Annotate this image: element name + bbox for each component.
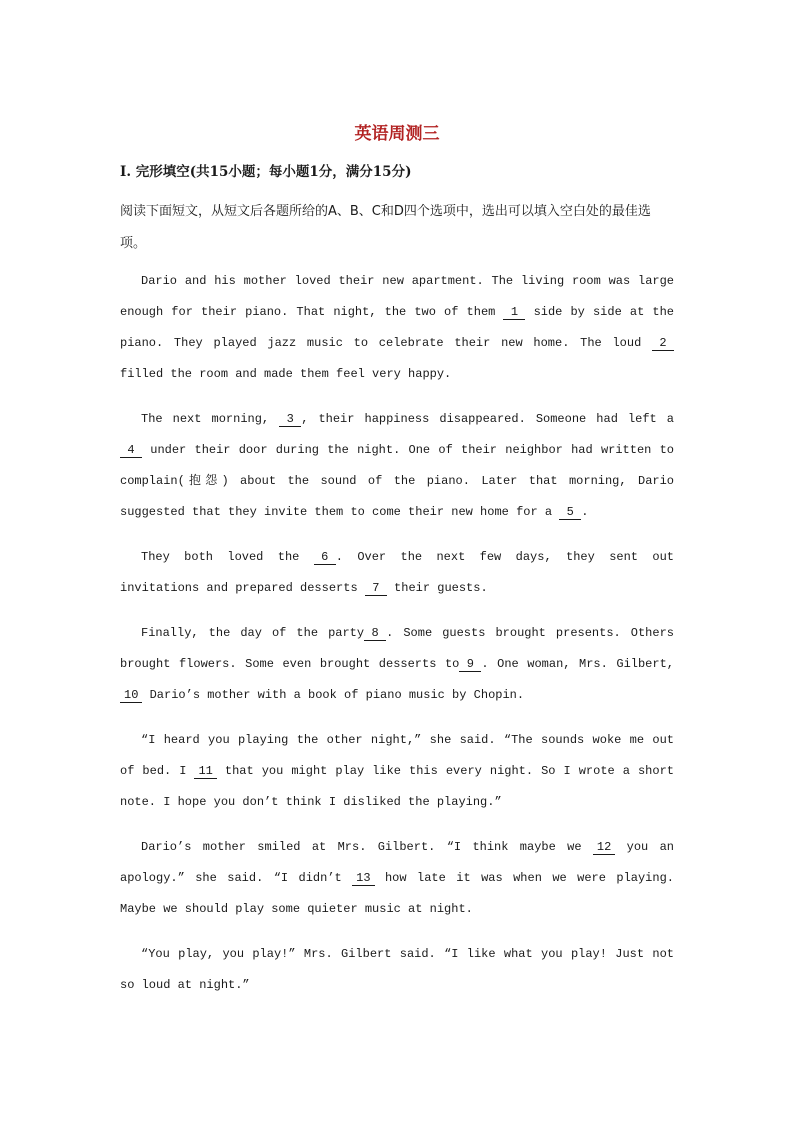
blank-10: 10 xyxy=(120,688,142,703)
blank-8: 8 xyxy=(364,626,386,641)
blank-5: 5 xyxy=(559,505,581,520)
blank-11: 11 xyxy=(194,764,216,779)
paragraph-text: The next morning, xyxy=(141,412,280,426)
blank-1: 1 xyxy=(503,305,525,320)
passage-paragraph xyxy=(120,542,674,604)
paragraph-text: under their door during the night. One of their neighbor had written to complain(抱怨) about the sound of the piano. Later that morning, Dario suggested that they invite them to come their new home for a xyxy=(120,443,674,519)
paragraph-text: Dario’s mother with a book of piano music by Chopin. xyxy=(142,688,525,702)
paragraph-text: “You play, you play!” Mrs. Gilbert said. “I like what you play! Just not so loud at night.” xyxy=(120,947,674,992)
document-page xyxy=(120,120,674,1015)
paragraph-text: Dario and his mother loved their new apartment. The living room was large enough for their piano. That night, the two of them xyxy=(120,274,674,319)
blank-7: 7 xyxy=(365,581,387,596)
blank-2: 2 xyxy=(652,336,674,351)
blank-12: 12 xyxy=(593,840,615,855)
paragraph-text: They both loved the xyxy=(141,550,314,564)
passage-paragraph xyxy=(120,725,674,818)
paragraph-text: . xyxy=(581,505,589,519)
blank-13: 13 xyxy=(352,871,374,886)
passage-paragraph xyxy=(120,618,674,711)
paragraph-text: . Over the next few days, they sent out invitations and prepared desserts xyxy=(120,550,674,595)
cloze-passage xyxy=(120,266,674,1001)
paragraph-text: filled the room and made them feel very happy. xyxy=(120,367,452,381)
paragraph-text: “I heard you playing the other night,” she said. “The sounds woke me out of bed. I xyxy=(120,733,674,778)
paragraph-text: how late it was when we were playing. Maybe we should play some quieter music at night. xyxy=(120,871,674,916)
passage-paragraph xyxy=(120,939,674,1001)
paragraph-text: side by side at the piano. They played jazz music to celebrate their new home. The loud xyxy=(120,305,674,350)
blank-9: 9 xyxy=(459,657,481,672)
passage-paragraph xyxy=(120,832,674,925)
paragraph-text: . One woman, Mrs. Gilbert, xyxy=(481,657,674,671)
blank-6: 6 xyxy=(314,550,336,565)
paragraph-text: their guests. xyxy=(386,581,488,595)
section-heading: I. 完形填空(共15小题；每小题1分，满分15分) xyxy=(120,164,412,180)
blank-4: 4 xyxy=(120,443,142,458)
paragraph-text: you an apology.” she said. “I didn’t xyxy=(120,840,674,885)
passage-paragraph xyxy=(120,404,674,528)
paragraph-text: Dario’s mother smiled at Mrs. Gilbert. “I think maybe we xyxy=(141,840,593,854)
blank-3: 3 xyxy=(279,412,301,427)
paragraph-text: Finally, the day of the party xyxy=(141,626,365,640)
passage-paragraph xyxy=(120,266,674,390)
document-title: 英语周测三 xyxy=(354,124,440,144)
paragraph-text: , their happiness disappeared. Someone had left a xyxy=(301,412,675,426)
paragraph-text: that you might play like this every night. So I wrote a short note. I hope you don’t think I disliked the playing.” xyxy=(120,764,674,809)
instructions-text: 阅读下面短文，从短文后各题所给的A、B、C和D四个选项中，选出可以填入空白处的最佳选项。 xyxy=(120,204,651,251)
paragraph-text: . Some guests brought presents. Others brought flowers. Some even brought desserts to xyxy=(120,626,674,671)
